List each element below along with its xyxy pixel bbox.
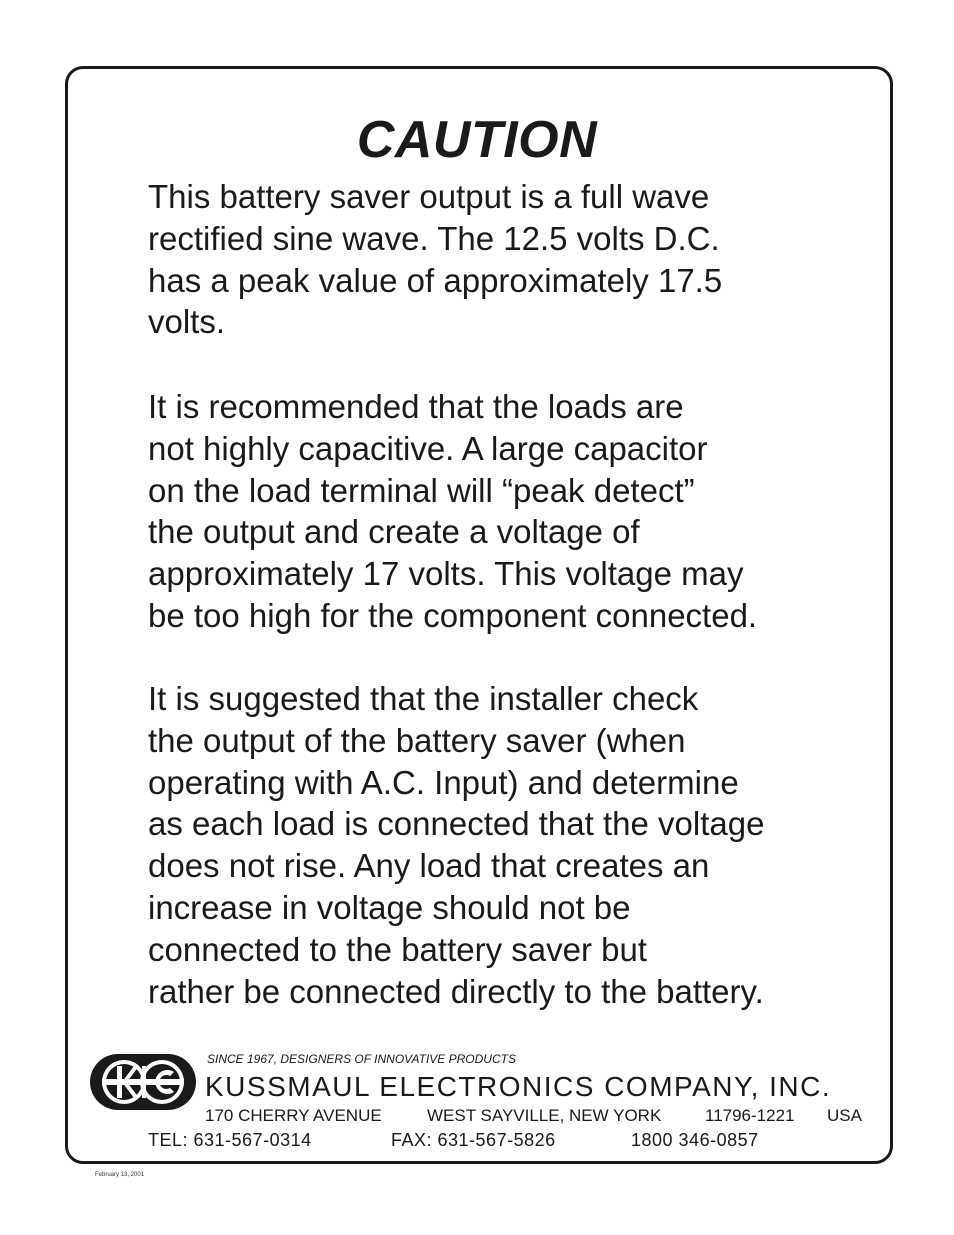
address-country: USA xyxy=(827,1106,862,1125)
paragraph-line: volts. xyxy=(148,303,226,341)
address-city: WEST SAYVILLE, NEW YORK xyxy=(427,1106,662,1125)
caution-title: CAUTION xyxy=(356,111,598,169)
company-name: KUSSMAUL ELECTRONICS COMPANY, INC. xyxy=(205,1071,832,1102)
paragraph-line: rather be connected directly to the battery. xyxy=(148,972,764,1010)
paragraph-installer-check xyxy=(148,678,764,1012)
address-zip: 11796-1221 xyxy=(705,1106,795,1125)
paragraph-line: has a peak value of approximately 17.5 xyxy=(148,261,723,299)
paragraph-line: as each load is connected that the voltage xyxy=(148,805,765,843)
paragraph-line: operating with A.C. Input) and determine xyxy=(148,763,739,801)
paragraph-line: does not rise. Any load that creates an xyxy=(148,847,710,885)
paragraph-line: approximately 17 volts. This voltage may xyxy=(148,555,744,593)
company-contact xyxy=(148,1130,759,1151)
paragraph-line: not highly capacitive. A large capacitor xyxy=(148,429,708,467)
fax-number: FAX: 631-567-5826 xyxy=(391,1130,556,1150)
toll-free-number: 1800 346-0857 xyxy=(631,1130,759,1150)
paragraph-line: be too high for the component connected. xyxy=(148,596,758,634)
paragraph-line: increase in voltage should not be xyxy=(148,888,631,926)
paragraph-line: It is suggested that the installer check xyxy=(148,680,699,717)
paragraph-output-waveform xyxy=(148,176,722,343)
paragraph-capacitive-loads xyxy=(148,386,757,637)
paragraph-line: on the load terminal will “peak detect” xyxy=(148,471,695,509)
company-address xyxy=(205,1106,862,1126)
address-street: 170 CHERRY AVENUE xyxy=(205,1106,382,1125)
document-date: February 13, 2001 xyxy=(95,1172,145,1178)
kussmaul-kc-logo-icon xyxy=(88,1052,198,1112)
paragraph-line: It is recommended that the loads are xyxy=(148,388,684,425)
company-tagline: SINCE 1967, DESIGNERS OF INNOVATIVE PRODUCTS xyxy=(207,1052,516,1066)
paragraph-line: connected to the battery saver but xyxy=(148,930,647,968)
paragraph-line: rectified sine wave. The 12.5 volts D.C. xyxy=(148,219,720,257)
telephone-number: TEL: 631-567-0314 xyxy=(148,1130,312,1150)
paragraph-line: the output of the battery saver (when xyxy=(148,721,686,759)
paragraph-line: This battery saver output is a full wave xyxy=(148,178,710,215)
paragraph-line: the output and create a voltage of xyxy=(148,513,640,551)
